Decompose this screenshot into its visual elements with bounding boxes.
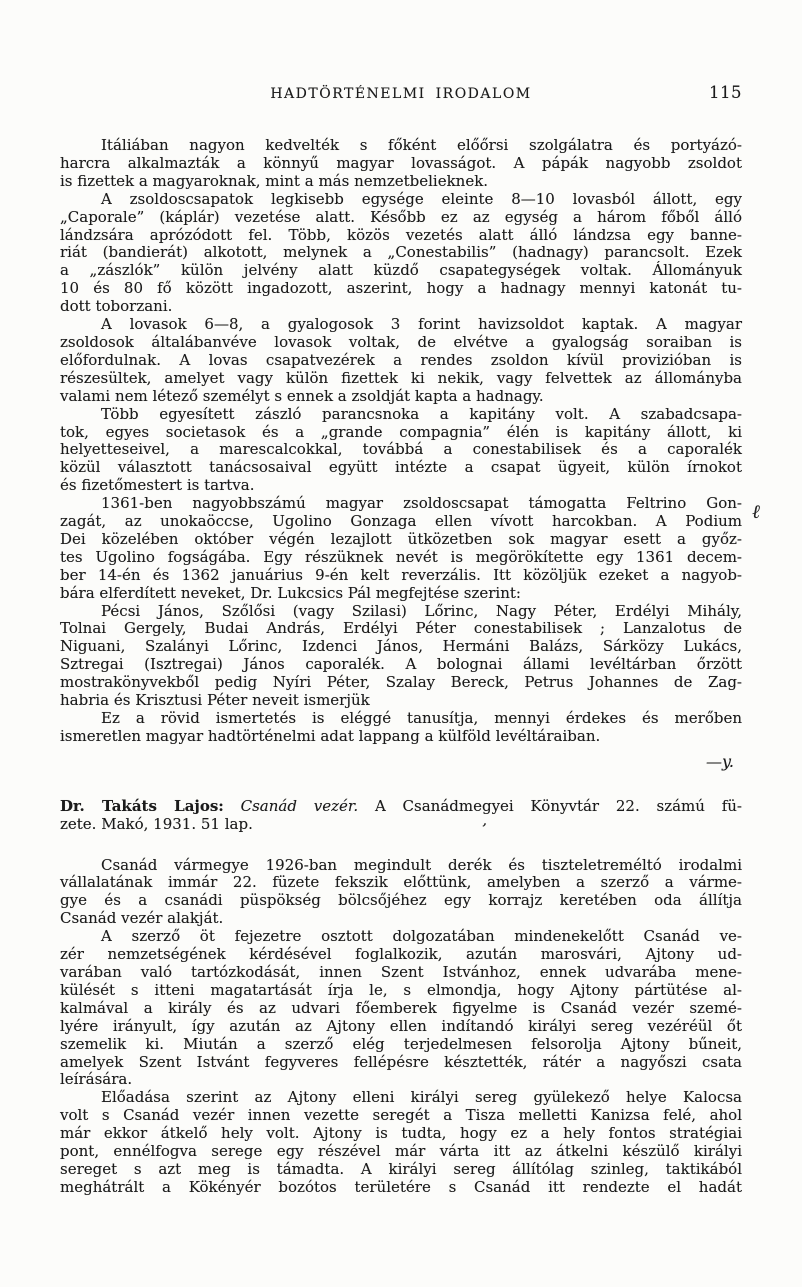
text-line: 10 és 80 fő között ingadozott, aszerint, hogy a hadnagy mennyi katonát tu- — [60, 279, 742, 298]
paragraph — [60, 928, 742, 1089]
book-heading-publisher: A Csanádmegyei Könyvtár 22. számú fü- — [374, 796, 742, 815]
text-line: A szerző öt fejezetre osztott dolgozatában mindenekelőtt Csanád ve- — [101, 927, 742, 946]
paragraph — [60, 710, 742, 746]
book-heading-author: Dr. Takáts Lajos: — [60, 796, 224, 815]
text-line: riát (bandierát) alkotott, melynek a „Conestabilis” (hadnagy) parancsolt. Ezek — [60, 243, 742, 262]
text-line: tok, egyes societasok és a „grande compagnia” élén is kapitány állott, ki — [60, 422, 742, 441]
text-line: Csanád vármegye 1926-ban megindult derék és tiszteletreméltó irodalmi — [101, 855, 742, 874]
text-line: Előadása szerint az Ajtony elleni királyi sereg gyülekező helye Kalocsa — [101, 1088, 742, 1107]
text-line: mostrakönyvekből pedig Nyíri Péter, Szalay Bereck, Petrus Johannes de Zag- — [60, 673, 742, 692]
text-line: leírására. — [60, 1070, 133, 1089]
text-line: Sztregai (Isztregai) János caporalék. A bolognai állami levéltárban őrzött — [60, 655, 742, 674]
text-line: volt s Csanád vezér innen vezette seregét a Tisza melletti Kanizsa felé, ahol — [60, 1106, 742, 1125]
text-line: lyére irányult, így azután az Ajtony ellen indítandó királyi sereg vezéréül őt — [60, 1016, 742, 1035]
text-line: Több egyesített zászló parancsnoka a kapitány volt. A szabadcsapa- — [101, 404, 742, 423]
text-line: Niguani, Szalányi Lőrinc, Izdenci János, Hermáni Balázs, Sárközy Lukács, — [60, 637, 742, 656]
text-line: a „zászlók” külön jelvény alatt küzdő csapategységek voltak. Állományuk — [60, 261, 742, 280]
book-heading-line-2: zete. Makó, 1931. 51 lap. — [60, 814, 253, 833]
book-heading-line-1 — [60, 798, 742, 816]
text-line: bára elferdített neveket, Dr. Lukcsics Pál megfejtése szerint: — [60, 583, 521, 602]
text-line: és fizetőmestert is tartva. — [60, 476, 255, 495]
text-line: gye és a csanádi püspökség bölcsőjéhez egy korrajz keretében oda állítja — [60, 891, 742, 910]
text-line: A zsoldoscsapatok legkisebb egysége eleinte 8—10 lovasból állott, egy — [101, 189, 742, 208]
paragraph — [60, 406, 742, 496]
paragraph — [60, 603, 742, 710]
text-line: habria és Krisztusi Péter neveit ismerjük — [60, 691, 370, 710]
text-line: közül választott tanácsosaival együtt intézte a csapat ügyeit, külön írnokot — [60, 458, 742, 477]
text-line: is fizettek a magyaroknak, mint a más nemzetbelieknek. — [60, 171, 489, 190]
text-line: vállalatának immár 22. füzete fekszik előttünk, amelyben a szerző a várme- — [60, 873, 742, 892]
text-line: amelyek Szent Istvánt fegyveres fellépésre késztették, rátér a nagyőszi csata — [60, 1052, 742, 1071]
reviewer-signature: —y. — [706, 751, 734, 771]
paragraph — [60, 316, 742, 406]
text-line: Itáliában nagyon kedvelték s főként előőrsi szolgálatra és portyázó- — [101, 136, 742, 154]
text-line: külését s itteni magatartását írja le, s elmondja, hogy Ajtony pártütése al- — [60, 980, 742, 999]
text-line: harcra alkalmazták a könnyű magyar lovasságot. A pápák nagyobb zsoldot — [60, 153, 742, 172]
text-line: ismeretlen magyar hadtörténelmi adat lappang a külföld levéltáraiban. — [60, 726, 601, 745]
text-line: már ekkor átkelő hely volt. Ajtony is tudta, hogy ez a hely fontos stratégiai — [60, 1124, 742, 1143]
paragraph — [60, 857, 742, 929]
book-heading-title: Csanád vezér. — [240, 796, 359, 815]
text-line: szemelik ki. Miután a szerző elég terjedelmesen felsorolja Ajtony bűneit, — [60, 1034, 742, 1053]
text-line: tes Ugolino fogságába. Egy részüknek nevét is megörökítette egy 1361 decem- — [60, 547, 742, 566]
text-line: 1361-ben nagyobbszámú magyar zsoldoscsapat támogatta Feltrino Gon- — [101, 494, 742, 513]
text-line: Tolnai Gergely, Budai András, Erdélyi Péter conestabilisek ; Lanzalotus de — [60, 619, 742, 638]
page-number: 115 — [709, 83, 742, 102]
paragraph — [60, 1089, 742, 1196]
text-line: meghátrált a Kökényér bozótos területére s Csanád itt rendezte el hadát — [60, 1177, 742, 1196]
paragraph — [60, 495, 742, 602]
book-review-heading — [60, 798, 742, 834]
text-line: pont, ennélfogva serege egy részével már várta itt az átkelni készülő királyi — [60, 1142, 742, 1161]
review-essay-body — [60, 137, 742, 746]
running-header-title: HADTÖRTÉNELMI IRODALOM — [270, 86, 532, 102]
text-line: dott toborzani. — [60, 297, 173, 316]
handwritten-margin-mark: ℓ — [752, 501, 760, 523]
text-line: Csanád vezér alakját. — [60, 909, 224, 928]
text-line: A lovasok 6—8, a gyalogosok 3 forint havizsoldot kaptak. A magyar — [101, 315, 742, 334]
text-line: zagát, az unokaöccse, Ugolino Gonzaga ellen vívott harcokban. A Podium — [60, 512, 742, 531]
text-line: Ez a rövid ismertetés is eléggé tanusítja, mennyi érdekes és merőben — [101, 709, 742, 727]
text-line: varában való tartózkodását, innen Szent Istvánhoz, ennek udvarába mene- — [60, 962, 742, 981]
text-line: valami nem létező személyt s ennek a zsoldját kapta a hadnagy. — [60, 386, 544, 405]
text-line: kalmával a király és az udvari főemberek figyelme is Csanád vezér szemé- — [60, 998, 742, 1017]
text-line: Dei közelében október végén lezajlott ütközetben sok magyar esett a győz- — [60, 529, 742, 548]
text-line: előfordulnak. A lovas csapatvezérek a rendes zsoldon kívül provizióban is — [60, 350, 742, 369]
text-line: zsoldosok általábanvéve lovasok voltak, de elvétve a gyalogság soraiban is — [60, 332, 742, 351]
running-header — [60, 0, 742, 106]
text-line: helyetteseivel, a marescalcokkal, továbbá a conestabilisek és a caporalék — [60, 440, 742, 459]
text-line: ber 14-én és 1362 januárius 9-én kelt reverzális. Itt közöljük ezeket a nagyob- — [60, 565, 742, 584]
text-line: Pécsi János, Szőlősi (vagy Szilasi) Lőrinc, Nagy Péter, Erdélyi Mihály, — [101, 601, 742, 620]
text-line: lándzsára aprózódott fel. Több, közös vezetés alatt álló lándzsa egy banne- — [60, 225, 742, 244]
paragraph — [60, 137, 742, 191]
text-line: sereget s azt meg is támadta. A királyi sereg állítólag szinleg, taktikából — [60, 1159, 742, 1178]
text-line: „Caporale” (káplár) vezetése alatt. Később ez az egység a három főből álló — [60, 207, 742, 226]
text-column — [60, 0, 742, 1197]
text-line: zér nemzetségének kérdésével foglalkozik, azután marosvári, Ajtony ud- — [60, 945, 742, 964]
text-line: részesültek, amelyet vagy külön fizettek ki nekik, vagy felvettek az állományba — [60, 368, 742, 387]
paragraph — [60, 191, 742, 316]
stray-ink-mark: ‚ — [481, 810, 490, 830]
book-review-body — [60, 857, 742, 1197]
